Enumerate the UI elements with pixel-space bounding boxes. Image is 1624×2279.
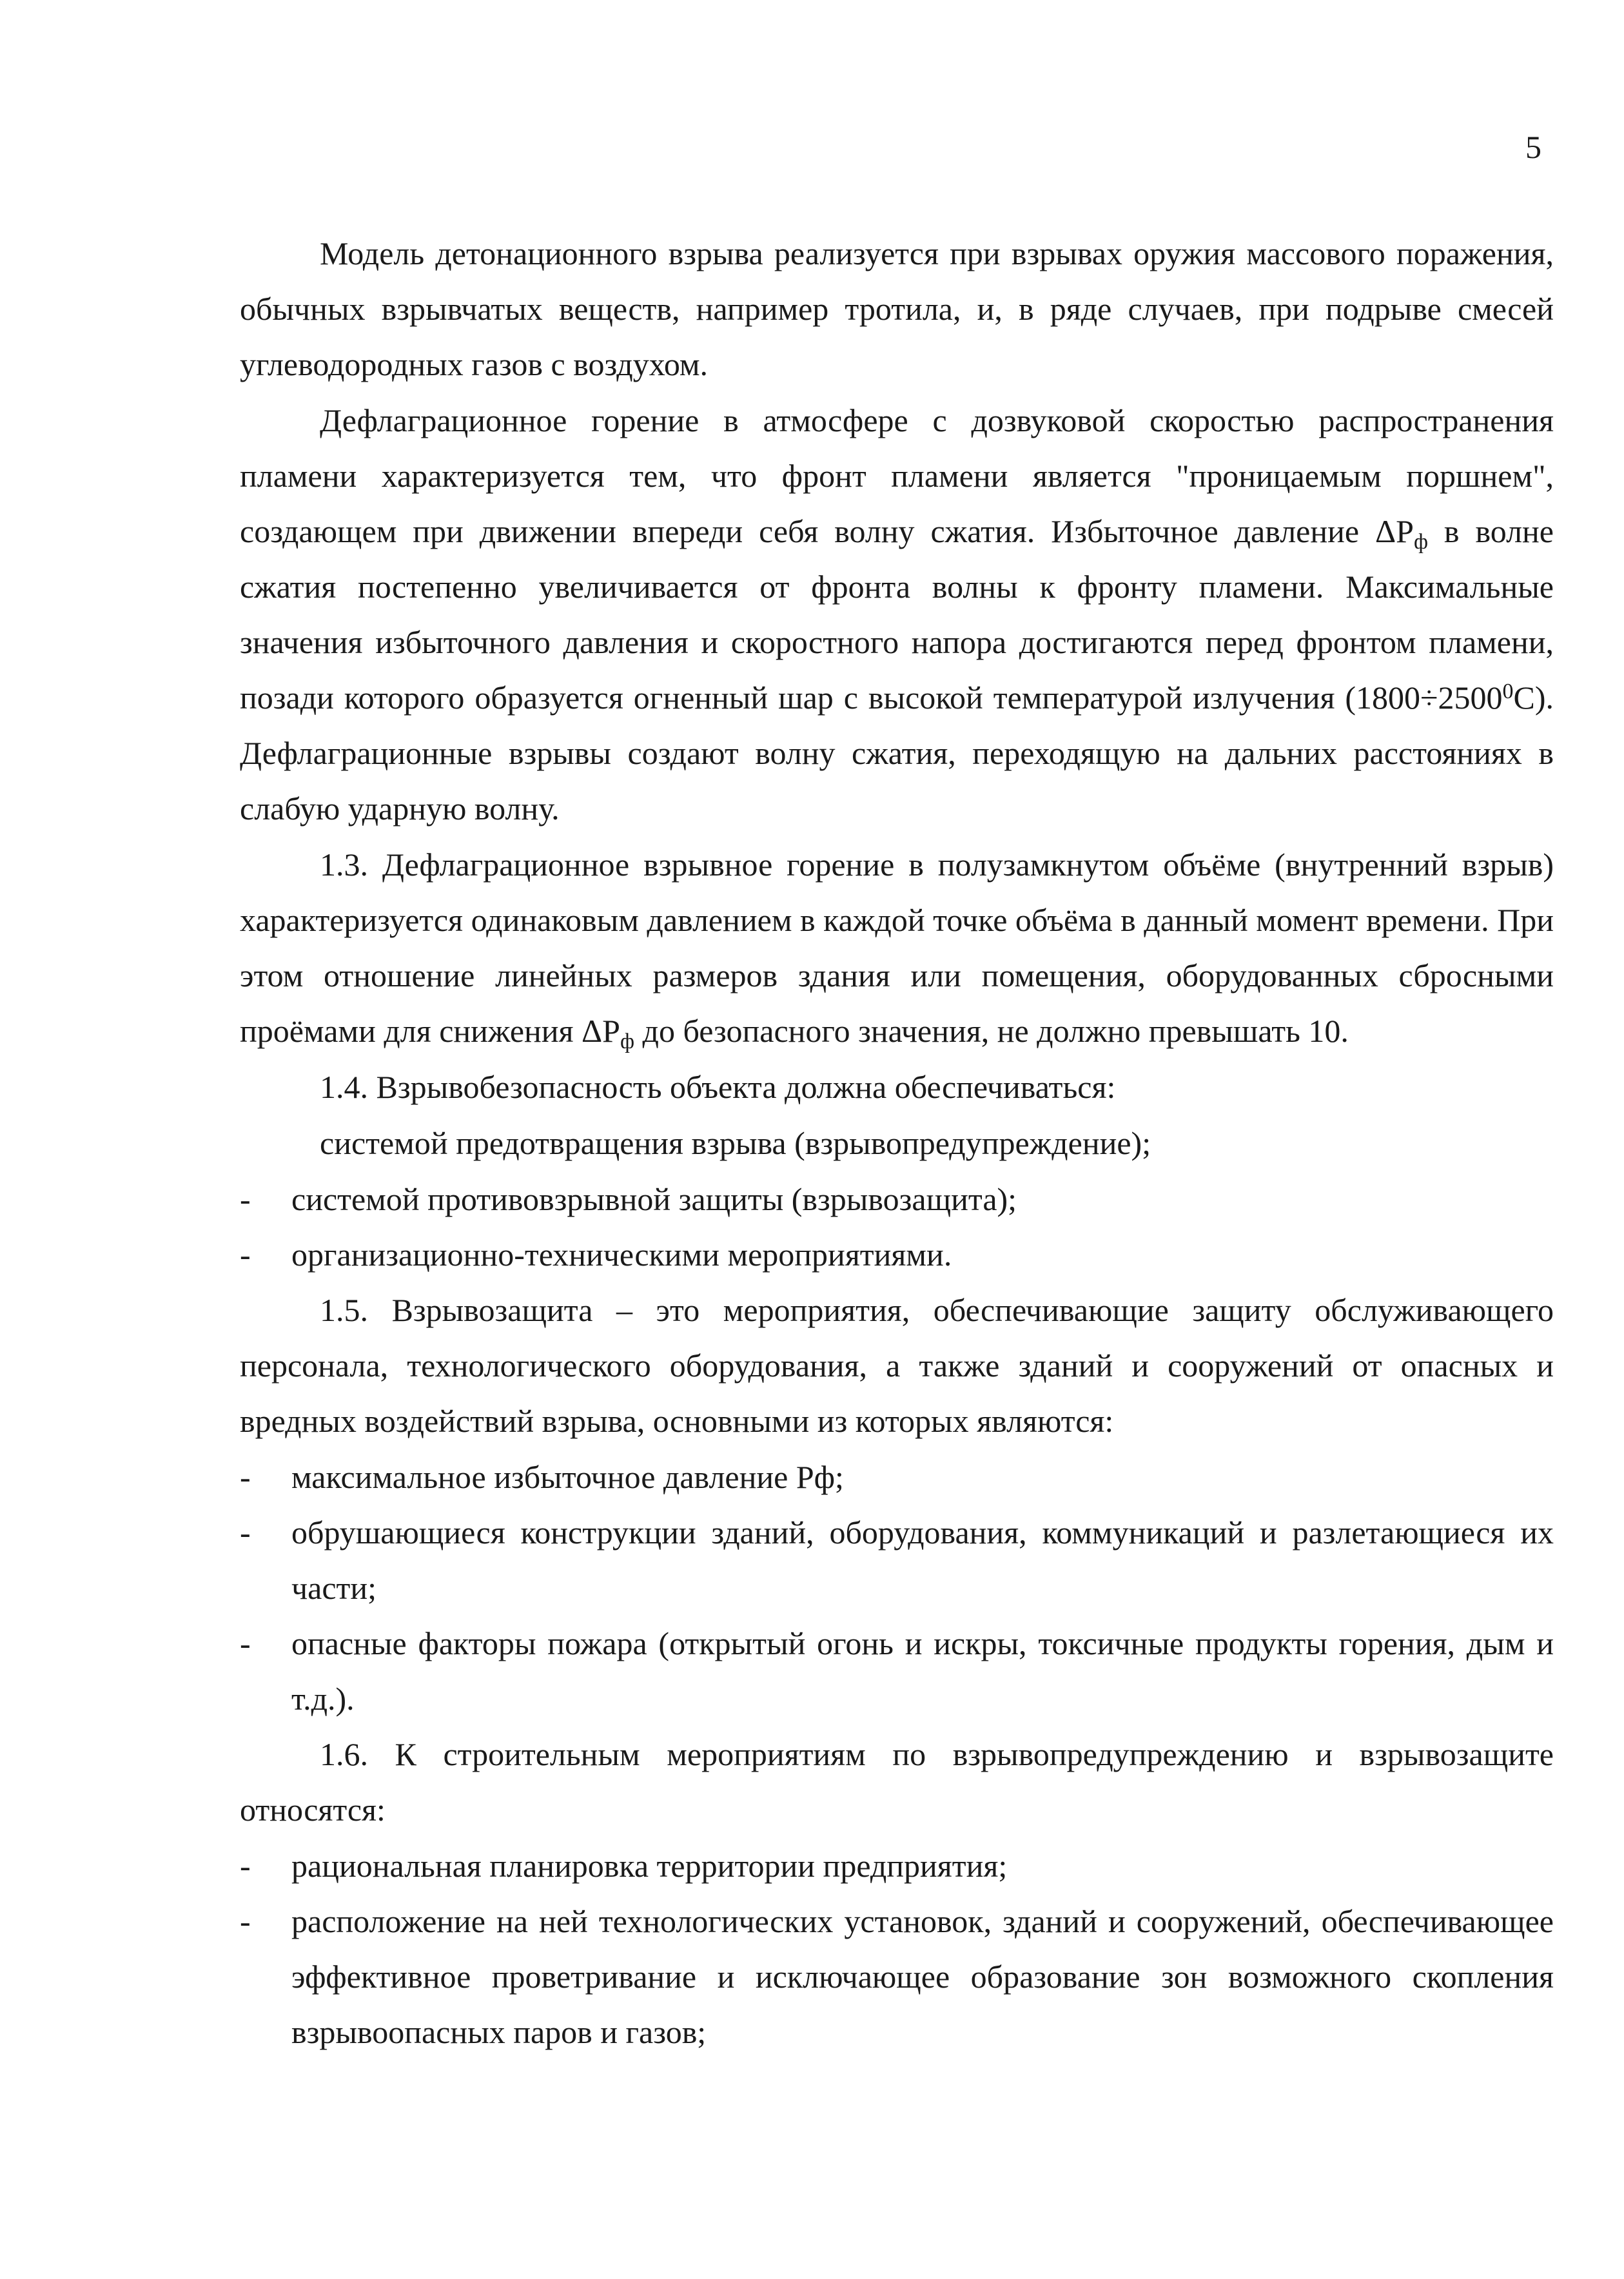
paragraph-1-4: 1.4. Взрывобезопасность объекта должна обеспечиваться: xyxy=(320,1069,1116,1105)
list-item xyxy=(240,1893,1554,2060)
list-item-text: опасные факторы пожара (открытый огонь и искры, токсичные продукты горения, дым и т.д.). xyxy=(291,1625,1554,1717)
paragraph-1-6: 1.6. К строительным мероприятиям по взрывопредупреждению и взрывозащите относятся: xyxy=(240,1736,1554,1828)
paragraph-deflagration xyxy=(240,393,1554,836)
dash-marker: - xyxy=(240,1514,251,1550)
dash-marker: - xyxy=(240,1903,251,1939)
list-item xyxy=(240,1171,1554,1227)
dash-marker: - xyxy=(240,1459,251,1495)
list-item-text: обрушающиеся конструкции зданий, оборудования, коммуникаций и разлетающиеся их части; xyxy=(291,1514,1554,1606)
paragraph-text: 1.3. Дефлаграционное взрывное горение в полузамкнутом объёме (внутренний взрыв) характеризуется одинаковым давлением в каждой точке объёма в данный момент времени. При этом отношение линейных размеров здания или помещения, оборудованных сбросными проёмами для снижения ΔP xyxy=(240,846,1554,1049)
list-item-text: расположение на ней технологических установок, зданий и сооружений, обеспечивающее эффективное проветривание и исключающее образование зон возможного скопления взрывоопасных паров и газов; xyxy=(291,1903,1554,2050)
dash-marker: - xyxy=(240,1181,251,1217)
dash-marker: - xyxy=(240,1848,251,1884)
dash-marker: - xyxy=(240,1625,251,1661)
paragraph-detonation-model: Модель детонационного взрыва реализуется при взрывах оружия массового поражения, обычных взрывчатых веществ, например тротила, и, в ряде случаев, при подрыве смесей углеводородных газов с воздухом. xyxy=(240,235,1554,382)
list-item-text: организационно-техническими мероприятиями. xyxy=(291,1237,952,1273)
paragraph-text: до безопасного значения, не должно превышать 10. xyxy=(634,1013,1349,1049)
paragraph-1-4-item: системой предотвращения взрыва (взрывопредупреждение); xyxy=(320,1125,1151,1161)
document-body xyxy=(240,226,1554,2060)
list-item xyxy=(240,1505,1554,1616)
list-item-text: рациональная планировка территории предприятия; xyxy=(291,1848,1008,1884)
list-item-text: системой противовзрывной защиты (взрывозащита); xyxy=(291,1181,1017,1217)
list-item xyxy=(240,1227,1554,1282)
list-item xyxy=(240,1449,1554,1505)
paragraph-1-3 xyxy=(240,837,1554,1059)
page-number: 5 xyxy=(1525,129,1541,165)
list-item xyxy=(240,1838,1554,1893)
paragraph-1-5: 1.5. Взрывозащита – это мероприятия, обеспечивающие защиту обслуживающего персонала, технологического оборудования, а также зданий и сооружений от опасных и вредных воздействий взрыва, основными из которых являются: xyxy=(240,1292,1554,1439)
subscript: ф xyxy=(1413,530,1428,554)
paragraph-text: C). Дефлаграционные взрывы создают волну сжатия, переходящую на дальних расстояниях в слабую ударную волну. xyxy=(240,680,1554,827)
list-item xyxy=(240,1616,1554,1726)
dash-marker: - xyxy=(240,1237,251,1273)
subscript: ф xyxy=(620,1030,635,1053)
list-item-text: максимальное избыточное давление Рф; xyxy=(291,1459,844,1495)
paragraph-text: Дефлаграционное горение в атмосфере с дозвуковой скоростью распространения пламени характеризуется тем, что фронт пламени является "проницаемым поршнем", создающем при движении впереди себя волну сжатия. Избыточное давление ΔP xyxy=(240,402,1554,549)
paragraph-text: в волне сжатия постепенно увеличивается от фронта волны к фронту пламени. Максимальные значения избыточного давления и скоростного напора достигаются перед фронтом пламени, позади которого образуется огненный шар с высокой температурой излучения (1800÷2500 xyxy=(240,513,1554,716)
superscript: 0 xyxy=(1502,680,1514,703)
